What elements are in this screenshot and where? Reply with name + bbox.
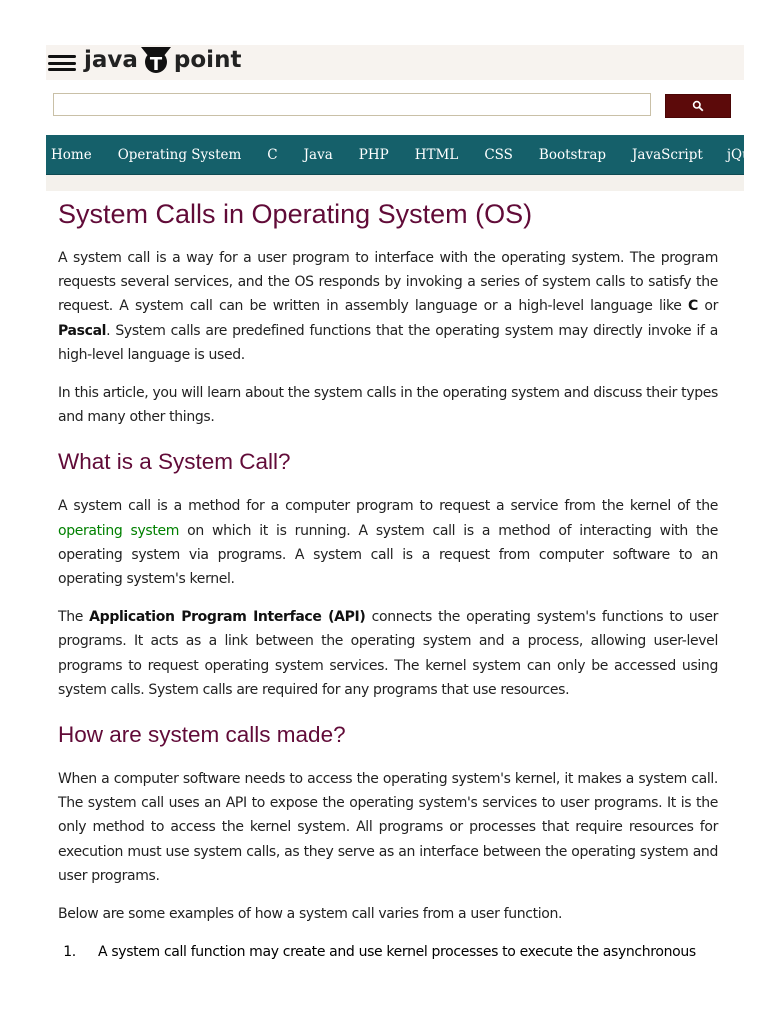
nav-item-bootstrap[interactable]: Bootstrap (538, 146, 607, 163)
list-item: 1. A system call function may create and use kernel processes to execute the asynchronous (80, 940, 718, 964)
intro-paragraph-2: In this article, you will learn about the system calls in the operating system and discuss their types and many other things. (58, 385, 718, 426)
section-title-what-is-system-call: What is a System Call? (58, 449, 291, 475)
section-title-how-calls-made: How are system calls made? (58, 722, 346, 748)
page-title: System Calls in Operating System (OS) (58, 199, 533, 229)
nav-item-php[interactable]: PHP (358, 146, 389, 163)
search-button[interactable] (665, 94, 731, 118)
intro-paragraph-1: A system call is a way for a user program to interface with the operating system. The program requests several services, and the OS responds by invoking a series of system calls to satisfy the request. A system call can be written in assembly language or a high-level language like C or Pascal. System calls are predefined functions that the operating system may directly invoke if a high-level language is used. (58, 250, 718, 363)
nav-item-html[interactable]: HTML (414, 146, 459, 163)
nav-item-java[interactable]: Java (303, 146, 333, 163)
site-logo[interactable] (84, 45, 241, 75)
bold-c: C (688, 298, 698, 315)
article-content (58, 196, 718, 964)
logo-t-letter: T (149, 54, 163, 75)
section1-paragraph-1: A system call is a method for a computer program to request a service from the kernel of the operating system on which it is running. A system call is a method of interacting with the operating system via programs. A system call is a request from computer software to an operating system's kernel. (58, 498, 718, 588)
section2-paragraph-1: When a computer software needs to access the operating system's kernel, it makes a system call. The system call uses an API to expose the operating system's services to user programs. It is the only method to access the kernel system. All programs or processes that require resources for execution must use system calls, as they serve as an interface between the operating system and user programs. (58, 771, 718, 884)
bold-pascal: Pascal (58, 322, 107, 339)
nav-item-home[interactable]: Home (51, 146, 92, 163)
site-header (46, 45, 744, 80)
search-input[interactable] (53, 93, 651, 116)
bold-api: Application Program Interface (API) (89, 609, 366, 626)
nav-item-css[interactable]: CSS (484, 146, 513, 163)
main-navigation (46, 135, 773, 175)
search-bar (46, 80, 744, 135)
nav-item-operating-system[interactable]: Operating System (117, 146, 242, 163)
logo-text-java: java (84, 47, 138, 73)
operating-system-link[interactable]: operating system (58, 522, 180, 539)
section2-paragraph-2: Below are some examples of how a system call varies from a user function. (58, 906, 563, 923)
nav-item-c[interactable]: C (267, 146, 278, 163)
logo-text-point: point (173, 47, 242, 73)
nav-item-javascript[interactable]: JavaScript (632, 146, 703, 163)
differences-list (80, 940, 718, 964)
nav-item-jquery[interactable]: jQuery (726, 146, 773, 163)
hamburger-menu-icon[interactable] (48, 55, 76, 71)
section1-paragraph-2: The Application Program Interface (API) connects the operating system's functions to user programs. It acts as a link between the operating system and a process, allowing user-level programs to request operating system services. The kernel system can only be accessed using system calls. System calls are required for any programs that use resources. (58, 609, 718, 698)
search-icon (692, 100, 704, 112)
nav-spacer (46, 175, 744, 191)
logo-t-icon (140, 45, 172, 75)
